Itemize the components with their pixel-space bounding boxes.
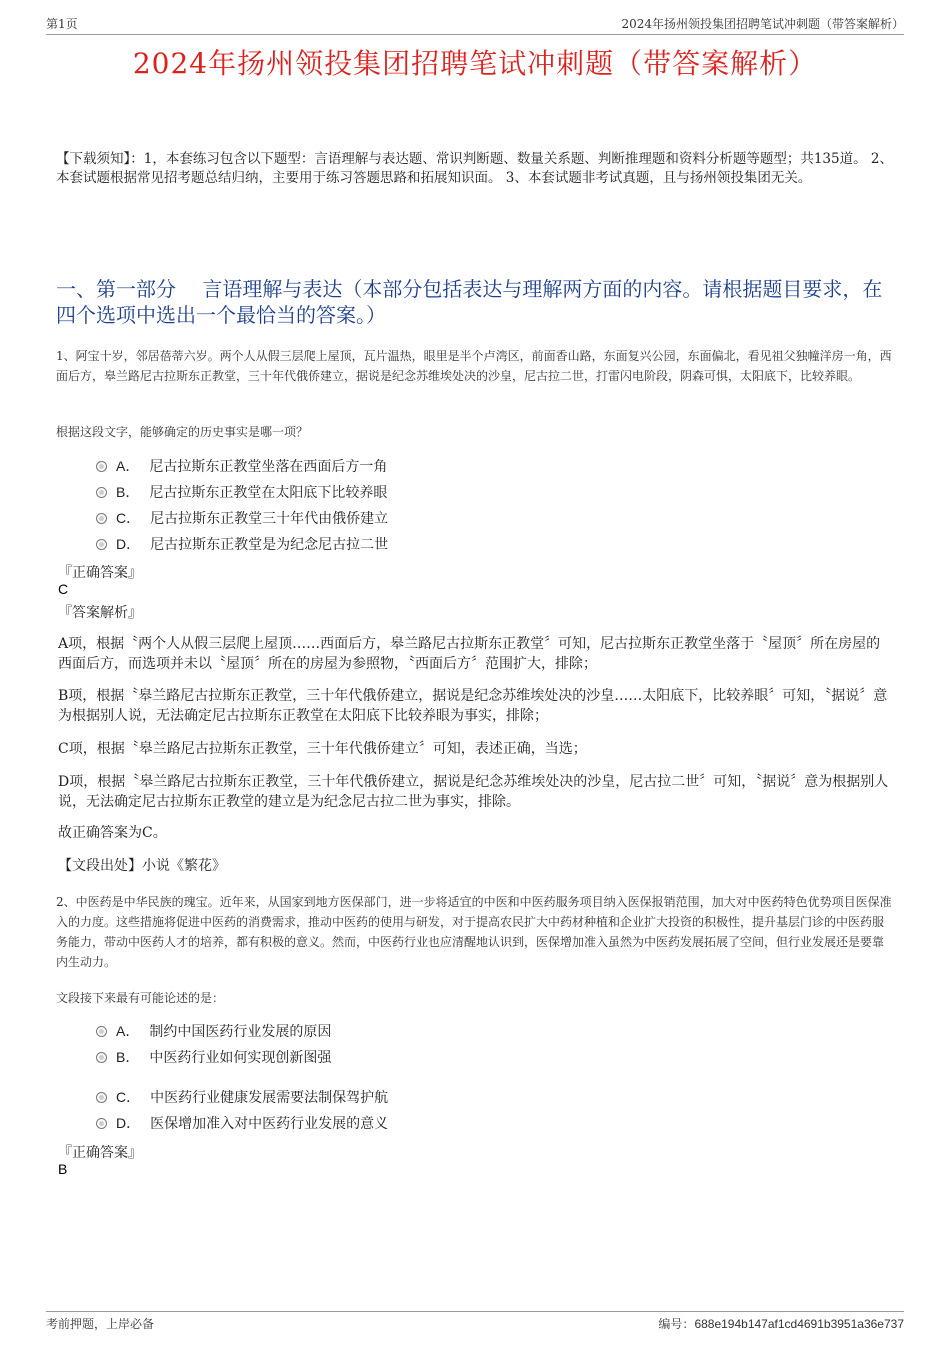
option-letter: A． xyxy=(116,1023,140,1039)
option-text: 尼古拉斯东正教堂是为纪念尼古拉二世 xyxy=(150,537,389,553)
footer-slogan: 考前押题，上岸必备 xyxy=(46,1317,155,1331)
option-letter: B． xyxy=(116,1049,140,1065)
page-number: 第1页 xyxy=(46,17,78,31)
option-text: 尼古拉斯东正教堂坐落在西面后方一角 xyxy=(149,459,388,475)
question-2-option-b[interactable] xyxy=(96,1046,331,1068)
radio-icon[interactable] xyxy=(96,487,107,498)
analysis-option-c: C项，根据〝皋兰路尼古拉斯东正教堂，三十年代俄侨建立〞可知，表述正确，当选； xyxy=(58,741,587,757)
radio-icon[interactable] xyxy=(96,1026,107,1037)
option-text: 尼古拉斯东正教堂在太阳底下比较养眼 xyxy=(149,485,388,501)
option-letter: A． xyxy=(116,458,140,474)
option-text: 中医药行业健康发展需要法制保驾护航 xyxy=(150,1090,389,1106)
page-header xyxy=(46,14,904,35)
option-text: 中医药行业如何实现创新图强 xyxy=(149,1050,332,1066)
option-letter: D． xyxy=(116,536,141,552)
question-2-answer-label: 『正确答案』 xyxy=(58,1145,142,1161)
option-text: 制约中国医药行业发展的原因 xyxy=(149,1024,332,1040)
option-text: 医保增加准入对中医药行业发展的意义 xyxy=(150,1116,389,1132)
download-notice: 【下载须知】：1，本套练习包含以下题型：言语理解与表达题、常识判断题、数量关系题、判断推理题和资料分析题等题型；共135道。 2、本套试题根据常见招考题总结归纳，主要用于练习答题思路和拓展知识面。 3、本套试题非考试真题，且与扬州领投集团无关。 xyxy=(56,151,893,186)
document-title: 2024年扬州领投集团招聘笔试冲刺题（带答案解析） xyxy=(132,47,818,80)
question-2-option-a[interactable] xyxy=(96,1020,331,1042)
question-1-answer: C xyxy=(58,581,69,597)
question-2-answer: B xyxy=(58,1161,68,1177)
question-1-option-b[interactable] xyxy=(96,481,387,503)
radio-icon[interactable] xyxy=(96,1052,107,1063)
option-letter: C． xyxy=(116,510,141,526)
analysis-option-b: B项，根据〝皋兰路尼古拉斯东正教堂，三十年代俄侨建立，据说是纪念苏维埃处决的沙皇……太阳底下，比较养眼〞可知，〝据说〞意为根据别人说，无法确定尼古拉斯东正教堂在太阳底下比较养眼为事实，排除； xyxy=(58,688,888,724)
option-letter: B． xyxy=(116,484,140,500)
document-code xyxy=(658,1315,904,1332)
section-heading: 一、第一部分 言语理解与表达（本部分包括表达与理解两方面的内容。请根据题目要求，在四个选项中选出一个最恰当的答案。） xyxy=(56,277,883,327)
analysis-conclusion: 故正确答案为C。 xyxy=(58,825,167,841)
question-1-option-a[interactable] xyxy=(96,455,387,477)
analysis-option-a: A项，根据〝两个人从假三层爬上屋顶……西面后方，皋兰路尼古拉斯东正教堂〞可知，尼古拉斯东正教堂坐落于〝屋顶〞所在房屋的西面后方，而选项并未以〝屋顶〞所在的房屋为参照物，〝西面后方〞范围扩大，排除； xyxy=(58,636,881,672)
option-letter: D． xyxy=(116,1115,141,1131)
option-letter: C． xyxy=(116,1089,141,1105)
question-1-source: 【文段出处】小说《繁花》 xyxy=(58,858,226,874)
radio-icon[interactable] xyxy=(96,1092,107,1103)
question-1-prompt: 根据这段文字，能够确定的历史事实是哪一项？ xyxy=(56,425,309,439)
radio-icon[interactable] xyxy=(96,461,107,472)
question-2-prompt: 文段接下来最有可能论述的是： xyxy=(56,991,225,1005)
option-text: 尼古拉斯东正教堂三十年代由俄侨建立 xyxy=(150,511,389,527)
question-1-passage: 1、阿宝十岁，邻居蓓蒂六岁。两个人从假三层爬上屋顶，瓦片温热，眼里是半个卢湾区，前面香山路，东面复兴公园，东面偏北，看见祖父独幢洋房一角，西面后方，皋兰路尼古拉斯东正教堂，三十年代俄侨建立，据说是纪念苏维埃处决的沙皇，尼古拉二世，打雷闪电阶段，阴森可惧，太阳底下，比较养眼。 xyxy=(56,349,892,383)
radio-icon[interactable] xyxy=(96,539,107,550)
page-footer xyxy=(46,1311,904,1332)
question-1-answer-label: 『正确答案』 xyxy=(58,565,142,581)
question-1-analysis-label: 『答案解析』 xyxy=(58,605,142,621)
question-1-option-c[interactable] xyxy=(96,507,388,529)
code-label: 编号： xyxy=(658,1317,695,1331)
radio-icon[interactable] xyxy=(96,513,107,524)
question-2-option-c[interactable] xyxy=(96,1086,388,1108)
code-value: 688e194b147af1cd4691b3951a36e737 xyxy=(694,1317,904,1331)
analysis-option-d: D项，根据〝皋兰路尼古拉斯东正教堂，三十年代俄侨建立，据说是纪念苏维埃处决的沙皇，尼古拉二世〞可知，〝据说〞意为根据别人说，无法确定尼古拉斯东正教堂的建立是为纪念尼古拉二世为事实，排除。 xyxy=(58,774,889,810)
question-2-option-d[interactable] xyxy=(96,1112,388,1134)
header-doc-title: 2024年扬州领投集团招聘笔试冲刺题（带答案解析） xyxy=(621,17,904,31)
question-1-option-d[interactable] xyxy=(96,533,388,555)
radio-icon[interactable] xyxy=(96,1118,107,1129)
question-2-passage: 2、中医药是中华民族的瑰宝。近年来，从国家到地方医保部门，进一步将适宜的中医和中医药服务项目纳入医保报销范围，加大对中医药特色优势项目医保准入的力度。这些措施将促进中医药的消费需求，推动中医药的使用与研发，对于提高农民扩大中药材种植和企业扩大投资的积极性，提升基层门诊的中医药服务能力，带动中医药人才的培养，都有积极的意义。然而，中医药行业也应清醒地认识到，医保增加准入虽然为中医药发展拓展了空间，但行业发展还是要靠内生动力。 xyxy=(56,895,892,969)
